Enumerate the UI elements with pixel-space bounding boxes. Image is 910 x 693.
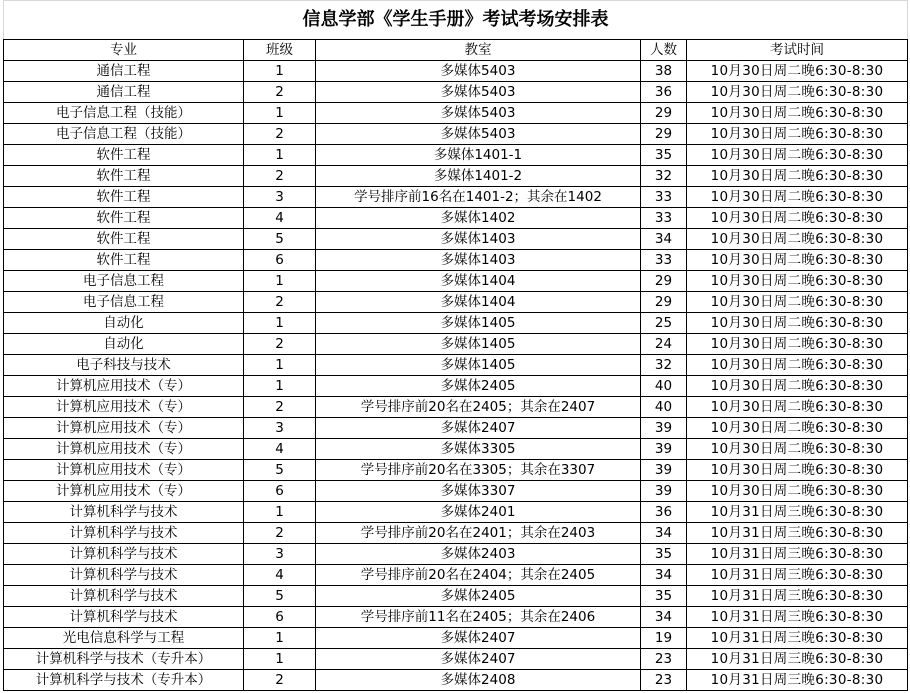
cell-exam-time[interactable]: 10月30日周二晚6:30-8:30 <box>687 187 908 208</box>
table-row <box>4 418 908 439</box>
cell-class[interactable]: 1 <box>244 145 316 166</box>
cell-room[interactable]: 多媒体1404 <box>316 271 641 292</box>
cell-class[interactable]: 2 <box>244 397 316 418</box>
cell-major[interactable]: 计算机应用技术（专） <box>4 439 244 460</box>
cell-class[interactable]: 4 <box>244 439 316 460</box>
cell-room[interactable]: 多媒体1401-2 <box>316 166 641 187</box>
cell-class[interactable]: 3 <box>244 418 316 439</box>
cell-class[interactable]: 5 <box>244 229 316 250</box>
cell-major[interactable]: 计算机科学与技术（专升本） <box>4 649 244 670</box>
table-row <box>4 439 908 460</box>
cell-exam-time[interactable]: 10月31日周三晚6:30-8:30 <box>687 649 908 670</box>
cell-major[interactable]: 计算机科学与技术 <box>4 544 244 565</box>
table-row <box>4 523 908 544</box>
cell-major[interactable]: 计算机应用技术（专） <box>4 397 244 418</box>
cell-exam-time[interactable]: 10月30日周二晚6:30-8:30 <box>687 355 908 376</box>
cell-major[interactable]: 电子信息工程 <box>4 271 244 292</box>
cell-room[interactable]: 学号排序前16名在1401-2；其余在1402 <box>316 187 641 208</box>
table-row <box>4 334 908 355</box>
cell-count[interactable]: 32 <box>641 166 687 187</box>
cell-exam-time[interactable]: 10月30日周二晚6:30-8:30 <box>687 250 908 271</box>
table-row <box>4 187 908 208</box>
cell-room[interactable]: 多媒体2408 <box>316 670 641 691</box>
cell-class[interactable]: 1 <box>244 628 316 649</box>
table-row <box>4 313 908 334</box>
cell-room[interactable]: 多媒体3307 <box>316 481 641 502</box>
cell-count[interactable]: 33 <box>641 187 687 208</box>
cell-exam-time[interactable]: 10月31日周三晚6:30-8:30 <box>687 586 908 607</box>
cell-major[interactable]: 计算机应用技术（专） <box>4 460 244 481</box>
table-row <box>4 292 908 313</box>
table-row <box>4 82 908 103</box>
cell-count[interactable]: 32 <box>641 355 687 376</box>
cell-exam-time[interactable]: 10月30日周二晚6:30-8:30 <box>687 418 908 439</box>
cell-count[interactable]: 39 <box>641 418 687 439</box>
cell-major[interactable]: 光电信息科学与工程 <box>4 628 244 649</box>
table-row <box>4 565 908 586</box>
cell-exam-time[interactable]: 10月30日周二晚6:30-8:30 <box>687 208 908 229</box>
cell-exam-time[interactable]: 10月31日周三晚6:30-8:30 <box>687 544 908 565</box>
cell-room[interactable]: 多媒体1403 <box>316 250 641 271</box>
cell-room[interactable]: 多媒体1403 <box>316 229 641 250</box>
cell-class[interactable]: 5 <box>244 460 316 481</box>
cell-exam-time[interactable]: 10月30日周二晚6:30-8:30 <box>687 61 908 82</box>
cell-class[interactable]: 1 <box>244 376 316 397</box>
cell-count[interactable]: 23 <box>641 649 687 670</box>
cell-class[interactable]: 4 <box>244 565 316 586</box>
cell-major[interactable]: 计算机科学与技术 <box>4 523 244 544</box>
cell-major[interactable]: 通信工程 <box>4 82 244 103</box>
cell-major[interactable]: 电子科技与技术 <box>4 355 244 376</box>
cell-class[interactable]: 6 <box>244 607 316 628</box>
table-title[interactable]: 信息学部《学生手册》考试考场安排表 <box>4 1 908 40</box>
cell-major[interactable]: 计算机科学与技术 <box>4 586 244 607</box>
cell-count[interactable]: 35 <box>641 586 687 607</box>
cell-class[interactable]: 2 <box>244 166 316 187</box>
cell-class[interactable]: 2 <box>244 334 316 355</box>
exam-schedule-table <box>3 0 908 691</box>
cell-room[interactable]: 多媒体5403 <box>316 124 641 145</box>
cell-class[interactable]: 1 <box>244 313 316 334</box>
cell-major[interactable]: 计算机应用技术（专） <box>4 418 244 439</box>
table-row <box>4 670 908 691</box>
cell-room[interactable]: 学号排序前20名在2405；其余在2407 <box>316 397 641 418</box>
cell-exam-time[interactable]: 10月30日周二晚6:30-8:30 <box>687 124 908 145</box>
table-row <box>4 61 908 82</box>
table-row <box>4 271 908 292</box>
cell-major[interactable]: 计算机应用技术（专） <box>4 481 244 502</box>
cell-exam-time[interactable]: 10月31日周三晚6:30-8:30 <box>687 502 908 523</box>
cell-count[interactable]: 33 <box>641 250 687 271</box>
cell-room[interactable]: 多媒体5403 <box>316 61 641 82</box>
cell-room[interactable]: 多媒体2407 <box>316 628 641 649</box>
cell-class[interactable]: 5 <box>244 586 316 607</box>
cell-room[interactable]: 多媒体5403 <box>316 103 641 124</box>
cell-class[interactable]: 1 <box>244 649 316 670</box>
cell-exam-time[interactable]: 10月30日周二晚6:30-8:30 <box>687 82 908 103</box>
cell-exam-time[interactable]: 10月30日周二晚6:30-8:30 <box>687 292 908 313</box>
cell-major[interactable]: 软件工程 <box>4 229 244 250</box>
cell-count[interactable]: 34 <box>641 565 687 586</box>
cell-count[interactable]: 34 <box>641 607 687 628</box>
cell-room[interactable]: 多媒体1404 <box>316 292 641 313</box>
cell-room[interactable]: 多媒体1405 <box>316 334 641 355</box>
cell-exam-time[interactable]: 10月30日周二晚6:30-8:30 <box>687 229 908 250</box>
cell-count[interactable]: 29 <box>641 271 687 292</box>
cell-room[interactable]: 多媒体2405 <box>316 376 641 397</box>
table-row <box>4 481 908 502</box>
cell-room[interactable]: 学号排序前11名在2405；其余在2406 <box>316 607 641 628</box>
cell-room[interactable]: 多媒体2407 <box>316 649 641 670</box>
cell-class[interactable]: 2 <box>244 124 316 145</box>
cell-count[interactable]: 40 <box>641 397 687 418</box>
cell-major[interactable]: 电子信息工程（技能） <box>4 103 244 124</box>
cell-class[interactable]: 4 <box>244 208 316 229</box>
cell-count[interactable]: 23 <box>641 670 687 691</box>
cell-room[interactable]: 多媒体1405 <box>316 313 641 334</box>
table-row <box>4 355 908 376</box>
cell-class[interactable]: 3 <box>244 544 316 565</box>
cell-major[interactable]: 计算机科学与技术 <box>4 565 244 586</box>
cell-exam-time[interactable]: 10月30日周二晚6:30-8:30 <box>687 460 908 481</box>
cell-major[interactable]: 计算机科学与技术 <box>4 607 244 628</box>
cell-major[interactable]: 软件工程 <box>4 166 244 187</box>
cell-major[interactable]: 软件工程 <box>4 187 244 208</box>
header-exam-time[interactable]: 考试时间 <box>687 40 908 61</box>
cell-major[interactable]: 计算机科学与技术 <box>4 502 244 523</box>
cell-count[interactable]: 25 <box>641 313 687 334</box>
cell-exam-time[interactable]: 10月30日周二晚6:30-8:30 <box>687 334 908 355</box>
cell-exam-time[interactable]: 10月30日周二晚6:30-8:30 <box>687 145 908 166</box>
cell-count[interactable]: 35 <box>641 544 687 565</box>
cell-count[interactable]: 40 <box>641 376 687 397</box>
cell-major[interactable]: 计算机应用技术（专） <box>4 376 244 397</box>
cell-count[interactable]: 36 <box>641 82 687 103</box>
cell-room[interactable]: 多媒体2407 <box>316 418 641 439</box>
cell-major[interactable]: 自动化 <box>4 334 244 355</box>
cell-count[interactable]: 35 <box>641 145 687 166</box>
cell-room[interactable]: 多媒体5403 <box>316 82 641 103</box>
cell-count[interactable]: 29 <box>641 124 687 145</box>
table-row <box>4 544 908 565</box>
table-row <box>4 376 908 397</box>
cell-class[interactable]: 2 <box>244 292 316 313</box>
table-row <box>4 208 908 229</box>
cell-room[interactable]: 多媒体2401 <box>316 502 641 523</box>
cell-class[interactable]: 2 <box>244 670 316 691</box>
table-row <box>4 103 908 124</box>
table-row <box>4 586 908 607</box>
cell-exam-time[interactable]: 10月31日周三晚6:30-8:30 <box>687 670 908 691</box>
cell-count[interactable]: 19 <box>641 628 687 649</box>
table-row <box>4 502 908 523</box>
table-row <box>4 607 908 628</box>
cell-exam-time[interactable]: 10月30日周二晚6:30-8:30 <box>687 376 908 397</box>
table-row <box>4 166 908 187</box>
cell-class[interactable]: 1 <box>244 355 316 376</box>
cell-class[interactable]: 6 <box>244 481 316 502</box>
cell-count[interactable]: 34 <box>641 523 687 544</box>
cell-major[interactable]: 电子信息工程（技能） <box>4 124 244 145</box>
cell-room[interactable]: 多媒体1405 <box>316 355 641 376</box>
cell-class[interactable]: 1 <box>244 103 316 124</box>
cell-class[interactable]: 2 <box>244 523 316 544</box>
cell-class[interactable]: 1 <box>244 271 316 292</box>
cell-count[interactable]: 38 <box>641 61 687 82</box>
header-row <box>4 40 908 61</box>
cell-major[interactable]: 软件工程 <box>4 250 244 271</box>
table-row <box>4 145 908 166</box>
cell-count[interactable]: 34 <box>641 229 687 250</box>
header-major[interactable]: 专业 <box>4 40 244 61</box>
cell-count[interactable]: 39 <box>641 481 687 502</box>
table-row <box>4 229 908 250</box>
cell-room[interactable]: 学号排序前20名在3305；其余在3307 <box>316 460 641 481</box>
cell-count[interactable]: 39 <box>641 460 687 481</box>
title-row <box>4 1 908 40</box>
cell-exam-time[interactable]: 10月30日周二晚6:30-8:30 <box>687 166 908 187</box>
header-room[interactable]: 教室 <box>316 40 641 61</box>
cell-exam-time[interactable]: 10月31日周三晚6:30-8:30 <box>687 565 908 586</box>
cell-room[interactable]: 多媒体1402 <box>316 208 641 229</box>
cell-major[interactable]: 自动化 <box>4 313 244 334</box>
header-count[interactable]: 人数 <box>641 40 687 61</box>
cell-major[interactable]: 软件工程 <box>4 208 244 229</box>
cell-major[interactable]: 计算机科学与技术（专升本） <box>4 670 244 691</box>
table-row <box>4 649 908 670</box>
cell-exam-time[interactable]: 10月30日周二晚6:30-8:30 <box>687 271 908 292</box>
cell-count[interactable]: 36 <box>641 502 687 523</box>
cell-major[interactable]: 通信工程 <box>4 61 244 82</box>
table-row <box>4 628 908 649</box>
cell-major[interactable]: 电子信息工程 <box>4 292 244 313</box>
cell-class[interactable]: 1 <box>244 502 316 523</box>
cell-exam-time[interactable]: 10月31日周三晚6:30-8:30 <box>687 628 908 649</box>
cell-room[interactable]: 学号排序前20名在2404；其余在2405 <box>316 565 641 586</box>
table-row <box>4 397 908 418</box>
cell-room[interactable]: 多媒体2403 <box>316 544 641 565</box>
cell-count[interactable]: 29 <box>641 292 687 313</box>
cell-exam-time[interactable]: 10月30日周二晚6:30-8:30 <box>687 313 908 334</box>
cell-major[interactable]: 软件工程 <box>4 145 244 166</box>
cell-exam-time[interactable]: 10月30日周二晚6:30-8:30 <box>687 439 908 460</box>
cell-count[interactable]: 29 <box>641 103 687 124</box>
cell-room[interactable]: 多媒体3305 <box>316 439 641 460</box>
cell-class[interactable]: 6 <box>244 250 316 271</box>
table-row <box>4 250 908 271</box>
cell-count[interactable]: 33 <box>641 208 687 229</box>
cell-count[interactable]: 39 <box>641 439 687 460</box>
cell-exam-time[interactable]: 10月30日周二晚6:30-8:30 <box>687 103 908 124</box>
cell-room[interactable]: 多媒体2405 <box>316 586 641 607</box>
table-row <box>4 460 908 481</box>
header-class[interactable]: 班级 <box>244 40 316 61</box>
cell-class[interactable]: 2 <box>244 82 316 103</box>
cell-exam-time[interactable]: 10月31日周三晚6:30-8:30 <box>687 607 908 628</box>
cell-exam-time[interactable]: 10月30日周二晚6:30-8:30 <box>687 481 908 502</box>
cell-class[interactable]: 1 <box>244 61 316 82</box>
cell-exam-time[interactable]: 10月30日周二晚6:30-8:30 <box>687 397 908 418</box>
cell-class[interactable]: 3 <box>244 187 316 208</box>
cell-room[interactable]: 多媒体1401-1 <box>316 145 641 166</box>
table-row <box>4 124 908 145</box>
cell-exam-time[interactable]: 10月31日周三晚6:30-8:30 <box>687 523 908 544</box>
cell-count[interactable]: 24 <box>641 334 687 355</box>
cell-room[interactable]: 学号排序前20名在2401；其余在2403 <box>316 523 641 544</box>
